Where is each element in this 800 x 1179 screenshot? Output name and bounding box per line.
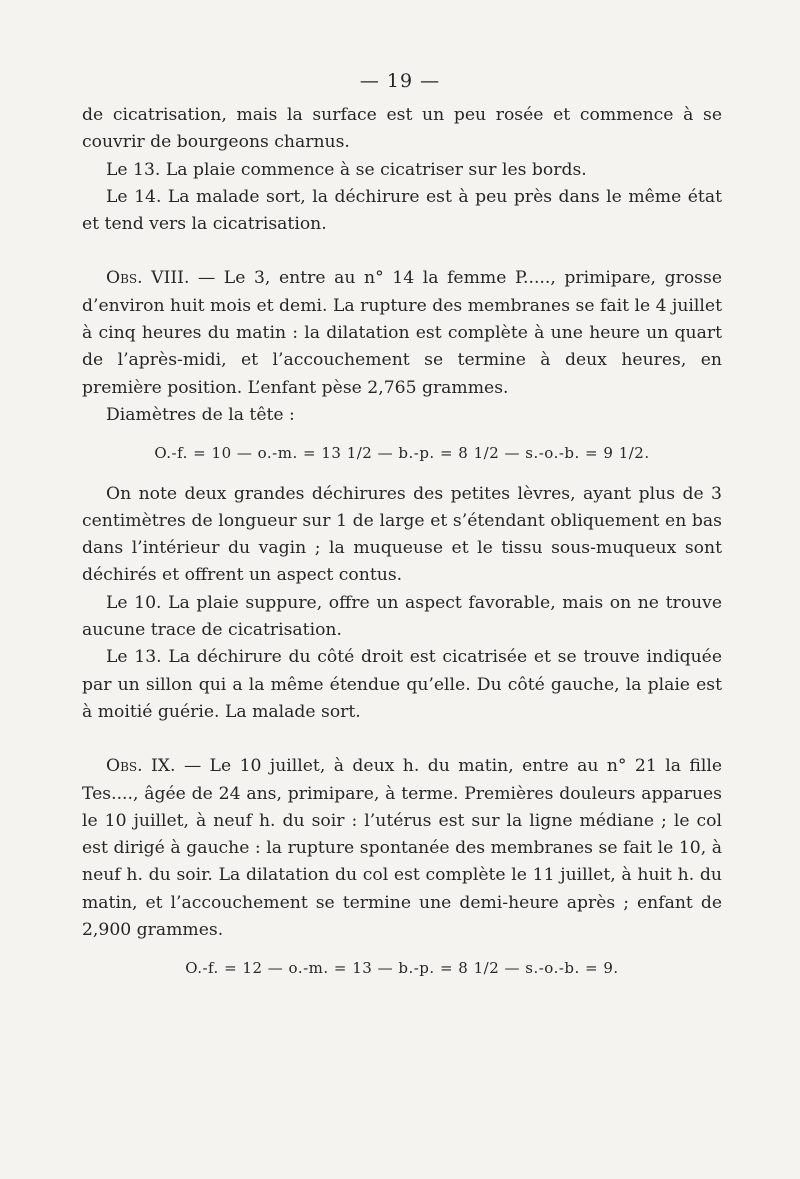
measurements: O.-f. = 10 — o.-m. = 13 1/2 — b.-p. = 8 1/2 — s.-o.-b. = 9 1/2. (154, 444, 650, 463)
measurements: O.-f. = 12 — o.-m. = 13 — b.-p. = 8 1/2 — s.-o.-b. = 9. (185, 959, 619, 978)
observation-8 (82, 265, 722, 401)
paragraph: On note deux grandes déchirures des petites lèvres, ayant plus de 3 centimètres de longueur sur 1 de large et s’étendant obliquement en bas dans l’intérieur du vagin ; la muqueuse et le tissu sous-muqueux sont déchirés et offrent un aspect contus. (82, 483, 722, 586)
paragraph: Le 14. La malade sort, la déchirure est à peu près dans le même état et tend vers la cicatrisation. (82, 186, 722, 235)
observation-9 (82, 753, 722, 944)
obs-text: — Le 10 juillet, à deux h. du matin, entre au n° 21 la fille Tes...., âgée de 24 ans, primipare, à terme. Premières douleurs apparues le 10 juillet, à neuf h. du soir : l’utérus est sur la ligne médiane ; le col est dirigé à gauche : la rupture spontanée des membranes se fait le 10, à neuf h. du soir. La dilatation du col est complète le 11 juillet, à huit h. du matin, et l’accouchement se termine une demi-heure après ; enfant de 2,900 grammes. (82, 756, 722, 941)
obs-label: Obs. IX. (106, 756, 176, 777)
paragraph: Le 10. La plaie suppure, offre un aspect favorable, mais on ne trouve aucune trace de cicatrisation. (82, 592, 722, 641)
head-diameters-label: Diamètres de la tête : (106, 404, 295, 425)
paragraph: de cicatrisation, mais la surface est un peu rosée et commence à se couvrir de bourgeons charnus. (82, 105, 722, 153)
obs-text: — Le 3, entre au n° 14 la femme P....., primipare, grosse d’environ huit mois et demi. La rupture des membranes se fait le 4 juillet à cinq heures du matin : la dilatation est complète à une heure un quart de l’après-midi, et l’accouchement se termine à deux heures, en première position. L’enfant pèse 2,765 grammes. (82, 268, 722, 398)
page-body (82, 102, 722, 996)
paragraph: Le 13. La plaie commence à se cicatriser sur les bords. (106, 159, 587, 180)
page-number: — 19 — (359, 70, 441, 92)
paragraph: Le 13. La déchirure du côté droit est cicatrisée et se trouve indiquée par un sillon qui a la même étendue qu’elle. Du côté gauche, la plaie est à moitié guérie. La malade sort. (82, 647, 722, 722)
obs-label: Obs. VIII. (106, 268, 190, 289)
